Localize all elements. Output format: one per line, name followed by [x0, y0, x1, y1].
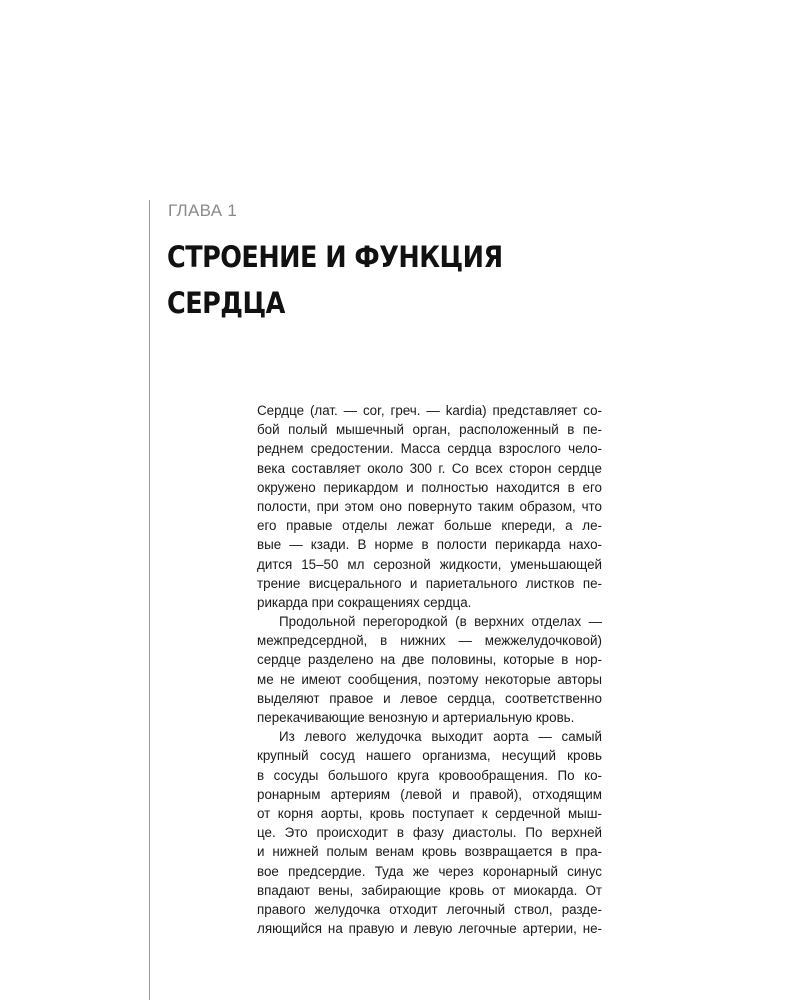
text-line: Продольной перегородкой (в верхних отделах —: [279, 614, 602, 630]
text-line: вое предсердие. Туда же через коронарный синус: [257, 863, 602, 879]
text-line: от корня аорты, кровь поступает к сердечной мыш-: [257, 805, 602, 821]
text-line: впадают вены, забирающие кровь от миокарда. От: [257, 882, 602, 898]
paragraph: [257, 612, 602, 727]
text-line: ме не имеют сообщения, поэтому некоторые авторы: [257, 671, 602, 687]
body-text: [257, 401, 602, 938]
margin-rule: [149, 200, 150, 1000]
paragraph: [257, 401, 602, 612]
text-line: ляющийся на правую и левую легочные артерии, не-: [257, 921, 602, 937]
paragraph: [257, 727, 602, 938]
text-line: окружено перикардом и полностью находится в его: [257, 479, 602, 495]
text-line: полости, при этом оно повернуто таким образом, что: [257, 498, 602, 514]
text-line: Из левого желудочка выходит аорта — самый: [279, 729, 602, 745]
text-line: це. Это происходит в фазу диастолы. По верхней: [257, 825, 602, 841]
text-line: перекачивающие венозную и артериальную кровь.: [257, 710, 575, 725]
chapter-title-line-2: СЕРДЦА: [167, 286, 285, 320]
text-line: правого желудочка отходит легочный ствол, разде-: [257, 901, 602, 917]
text-line: выделяют правое и левое сердца, соответственно: [257, 690, 602, 706]
text-line: рикарда при сокращениях сердца.: [257, 594, 472, 610]
text-line: в сосуды большого круга кровообращения. По ко-: [257, 767, 602, 783]
chapter-title-line-1: СТРОЕНИЕ И ФУНКЦИЯ: [167, 240, 503, 274]
text-line: бой полый мышечный орган, расположенный в пе-: [257, 422, 602, 438]
text-line: реднем средостении. Масса сердца взрослого чело-: [257, 441, 602, 457]
text-line: века составляет около 300 г. Со всех сторон сердце: [257, 460, 602, 476]
text-line: дится 15–50 мл серозной жидкости, уменьшающей: [257, 556, 602, 572]
chapter-title: [167, 234, 660, 326]
text-line: Сердце (лат. — cor, греч. — kardia) представляет со-: [257, 403, 602, 418]
text-line: трение висцерального и париетального листков пе-: [257, 575, 602, 591]
text-line: ронарным артериям (левой и правой), отходящим: [257, 786, 602, 802]
text-line: вые — кзади. В норме в полости перикарда нахо-: [257, 537, 602, 553]
text-line: сердце разделено на две половины, которые в нор-: [257, 652, 602, 668]
text-line: и нижней полым венам кровь возвращается в пра-: [257, 844, 602, 860]
chapter-label: ГЛАВА 1: [168, 201, 238, 220]
text-line: крупный сосуд нашего организма, несущий кровь: [257, 748, 602, 764]
text-line: межпредсердной, в нижних — межжелудочковой): [257, 633, 602, 649]
text-line: его правые отделы лежат больше кпереди, а ле-: [257, 518, 602, 534]
